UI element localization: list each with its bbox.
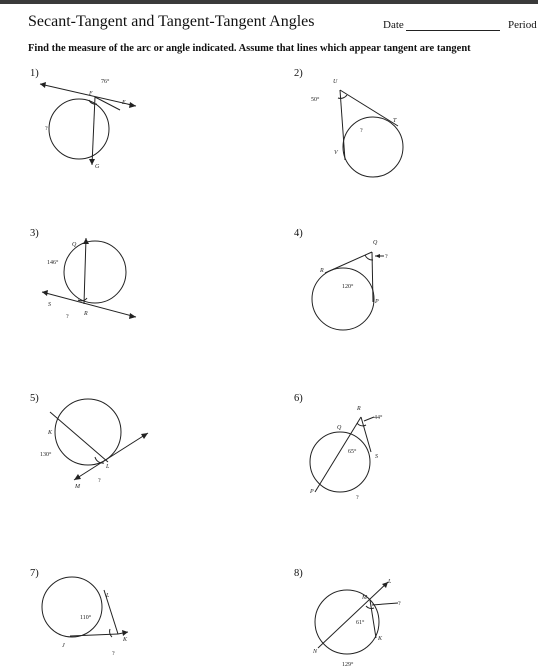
p2-point-t: T (393, 118, 397, 124)
p5-arrowhead (141, 433, 148, 439)
problem-6-diagram (309, 406, 383, 501)
p5-secant-line (50, 412, 108, 462)
p5-arc-label: 130° (40, 452, 52, 458)
p6-point-q: Q (337, 425, 342, 431)
p5-arrowhead (74, 474, 81, 480)
p3-tangent-line (42, 292, 136, 317)
p2-point-u: U (333, 79, 338, 85)
p3-unknown-label: ? (66, 314, 69, 320)
p7-circle (42, 577, 102, 637)
p6-circle (310, 432, 370, 492)
p8-point-l: L (388, 579, 392, 585)
p7-angle-mark (110, 629, 112, 637)
problem-1-number: 1) (30, 68, 39, 79)
p1-arrowhead (40, 82, 46, 88)
problem-4-diagram (312, 240, 388, 330)
problem-8-diagram (312, 579, 401, 668)
p4-point-p: P (375, 299, 379, 305)
p6-angle-label: 44° (374, 415, 383, 421)
p3-point-r: R (84, 311, 88, 317)
problem-4-number: 4) (294, 228, 303, 239)
instructions: Find the measure of the arc or angle indicated. Assume that lines which appear tangent are tangent (28, 43, 471, 54)
p2-tangent-line-2 (340, 90, 398, 126)
p4-arc-label: 120° (342, 284, 354, 290)
p5-point-m: M (75, 484, 80, 490)
problem-8-number: 8) (294, 568, 303, 579)
p8-arc1-label: 61° (356, 620, 365, 626)
p4-tangent-line-2 (372, 252, 373, 302)
p4-arrowhead (375, 254, 380, 258)
p2-tangent-line-1 (340, 90, 345, 160)
p7-arrowhead (122, 630, 128, 636)
p6-unknown-label: ? (356, 495, 359, 501)
p4-unknown-label: ? (385, 254, 388, 260)
p1-arc-label: 76° (101, 79, 110, 85)
p4-circle (312, 268, 374, 330)
p1-circle (49, 99, 109, 159)
p3-point-s: S (48, 302, 51, 308)
problem-7-number: 7) (30, 568, 39, 579)
p1-unknown-label: ? (45, 126, 48, 132)
problem-3-diagram (42, 238, 136, 320)
p7-point-l: L (106, 593, 110, 599)
p6-arc-label: 65° (348, 449, 357, 455)
p2-unknown-label: ? (360, 128, 363, 134)
p3-arrowhead (42, 290, 48, 296)
p1-point-e: E (122, 100, 126, 106)
p2-angle-label: 50° (311, 97, 320, 103)
p2-angle-mark (338, 95, 347, 98)
problem-6-number: 6) (294, 393, 303, 404)
p1-point-f: F (89, 91, 93, 97)
problem-7-diagram (42, 577, 128, 657)
p3-point-q: Q (72, 242, 77, 248)
p3-arrowhead (129, 313, 136, 319)
p3-arc-label: 146° (47, 260, 59, 266)
p6-angle-pointer (364, 417, 374, 421)
problem-3-number: 3) (30, 228, 39, 239)
p2-point-v: V (334, 150, 338, 156)
p5-circle (55, 399, 121, 465)
p8-point-n: N (313, 649, 318, 655)
problem-1-diagram (40, 78, 136, 170)
p3-secant-line (84, 238, 86, 304)
p6-angle-mark (357, 423, 366, 426)
p6-point-p: P (310, 489, 314, 495)
p1-point-g: G (95, 164, 100, 170)
p3-arrowhead (83, 238, 89, 244)
p6-point-s: S (375, 454, 378, 460)
p6-point-r: R (357, 406, 361, 412)
p3-circle (64, 241, 126, 303)
p8-angle-mark (366, 606, 374, 609)
p7-arc-label: 110° (80, 615, 92, 621)
period-label: Period (508, 19, 537, 31)
problem-2-number: 2) (294, 68, 303, 79)
p1-arrowhead (129, 102, 136, 108)
problem-5-diagram (40, 399, 148, 490)
p7-point-k: K (123, 637, 128, 643)
p7-unknown-label: ? (112, 651, 115, 657)
p5-unknown-label: ? (98, 478, 101, 484)
p5-tangent-line (74, 433, 148, 480)
p8-unknown-label: ? (398, 601, 401, 607)
p8-arc2-label: 129° (342, 662, 354, 668)
worksheet-title: Secant-Tangent and Tangent-Tangent Angles (28, 13, 315, 30)
p4-point-q: Q (373, 240, 378, 246)
p4-point-r: R (320, 268, 324, 274)
p8-point-m: M (362, 595, 367, 601)
p1-tangent-line (95, 97, 120, 110)
p2-circle (343, 117, 403, 177)
p5-point-k: K (48, 430, 53, 436)
p7-point-j: J (62, 643, 65, 649)
p8-point-k: K (378, 636, 383, 642)
date-label: Date (383, 19, 404, 31)
p5-point-l: L (106, 464, 110, 470)
problem-2-diagram (311, 79, 403, 177)
problem-5-number: 5) (30, 393, 39, 404)
p8-unknown-pointer (372, 603, 398, 605)
